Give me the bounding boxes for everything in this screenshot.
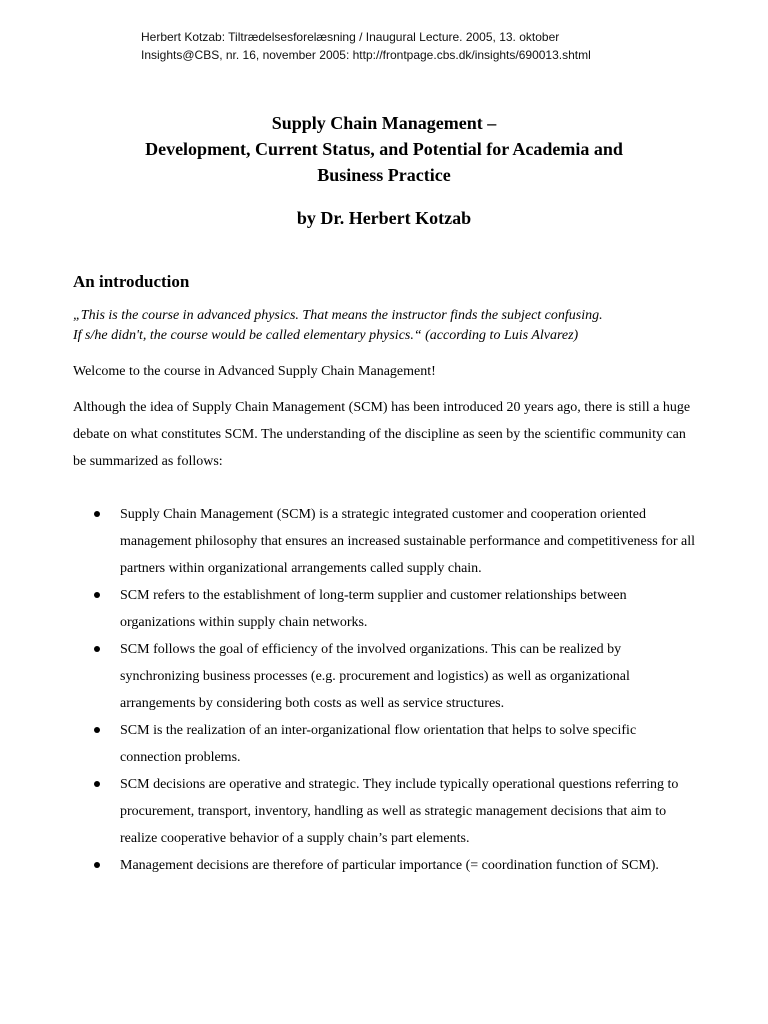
epigraph-quote <box>73 306 693 346</box>
intro-paragraph: Although the idea of Supply Chain Management (SCM) has been introduced 20 years ago, there is still a huge debate on what constitutes SCM. The understanding of the discipline as seen by the scientific community can be summarized as follows: <box>73 400 691 469</box>
list-item-text: Supply Chain Management (SCM) is a strategic integrated customer and cooperation oriented management philosophy that ensures an increased sustainable performance and competitiveness for all partners within organizational arrangements called supply chain. <box>120 507 695 576</box>
list-item-text: SCM decisions are operative and strategic. They include typically operational questions referring to procurement, transport, inventory, handling as well as strategic management decisions that aim to realize cooperative behavior of a supply chain’s part elements. <box>120 777 679 846</box>
bullet-icon <box>94 862 100 868</box>
header-line-1: Herbert Kotzab: Tiltrædelsesforelæsning / Inaugural Lecture. 2005, 13. oktober <box>141 30 560 44</box>
title-line-1: Supply Chain Management – <box>271 113 497 133</box>
bullet-list <box>73 501 697 879</box>
list-item-text: SCM follows the goal of efficiency of the involved organizations. This can be realized by synchronizing business processes (e.g. procurement and logistics) as well as organizational arrangements by considering both costs as well as service structures. <box>120 642 630 711</box>
author-byline: by Dr. Herbert Kotzab <box>296 208 472 228</box>
bullet-icon <box>94 592 100 598</box>
bullet-icon <box>94 646 100 652</box>
list-item <box>73 852 697 879</box>
list-item <box>73 717 697 771</box>
quote-line-1: „This is the course in advanced physics. That means the instructor finds the subject confusing. <box>73 308 603 323</box>
list-item-text: SCM is the realization of an inter-organizational flow orientation that helps to solve specific connection problems. <box>120 723 637 765</box>
list-item-text: SCM refers to the establishment of long-term supplier and customer relationships between organizations within supply chain networks. <box>120 588 627 630</box>
title-line-2: Development, Current Status, and Potential for Academia and <box>145 139 623 159</box>
section-heading: An introduction <box>73 272 190 291</box>
bullet-icon <box>94 511 100 517</box>
bullet-icon <box>94 781 100 787</box>
document-title <box>0 110 768 188</box>
list-item <box>73 636 697 717</box>
bullet-icon <box>94 727 100 733</box>
list-item <box>73 582 697 636</box>
list-item-text: Management decisions are therefore of particular importance (= coordination function of SCM). <box>120 858 659 873</box>
welcome-paragraph: Welcome to the course in Advanced Supply Chain Management! <box>73 364 436 379</box>
quote-line-2: If s/he didn't, the course would be called elementary physics.“ (according to Luis Alvarez) <box>73 328 579 343</box>
list-item <box>73 771 697 852</box>
title-line-3: Business Practice <box>317 165 451 185</box>
document-header <box>141 28 591 64</box>
header-line-2: Insights@CBS, nr. 16, november 2005: http://frontpage.cbs.dk/insights/690013.shtml <box>141 48 591 62</box>
list-item <box>73 501 697 582</box>
